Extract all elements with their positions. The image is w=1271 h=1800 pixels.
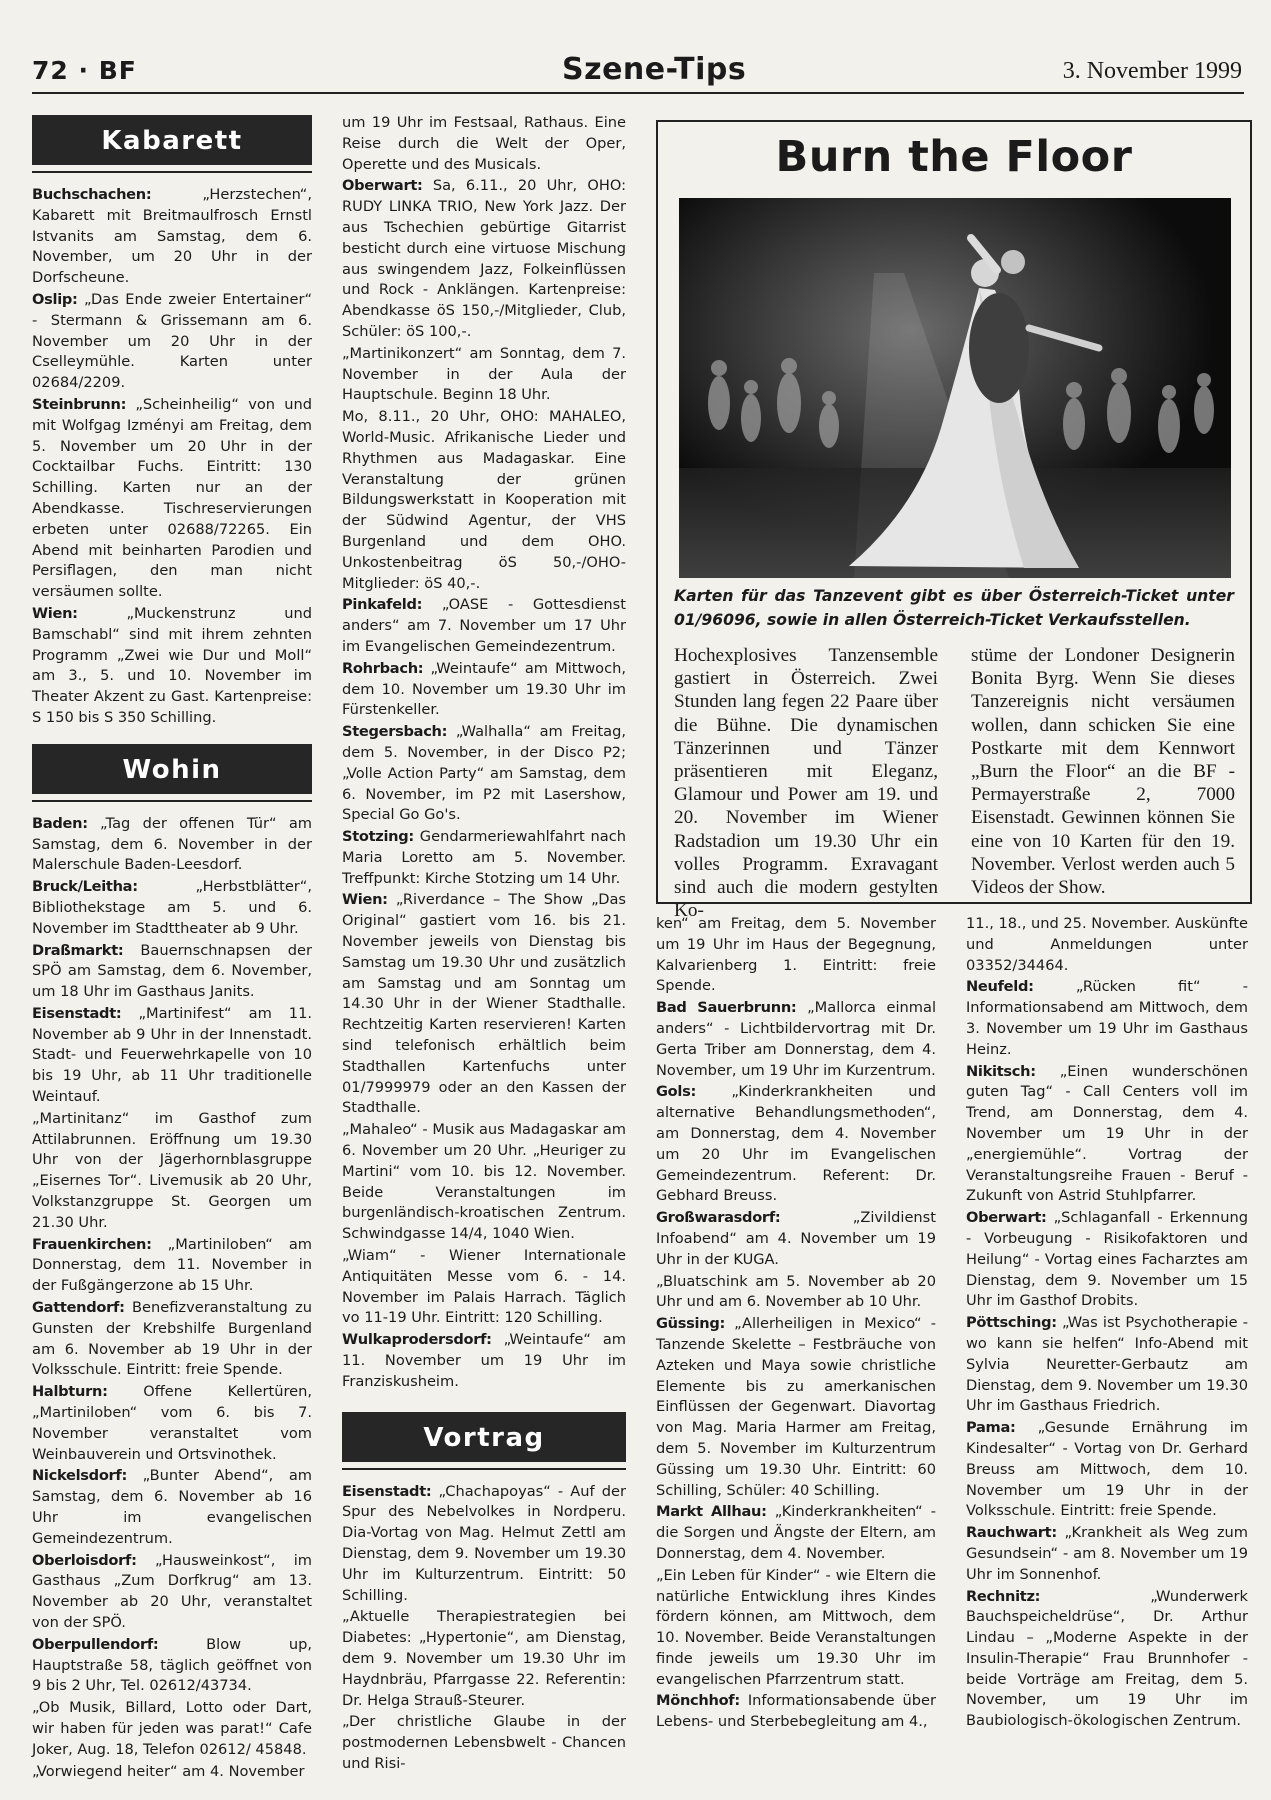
listing-entry (656, 998, 936, 1081)
listing-entry (32, 1635, 312, 1697)
category-kabarett: Kabarett (32, 115, 312, 165)
listing-text: „Kinderkrankheiten und alternative Behandlungsmethoden“, am Donnerstag, dem 4. November um 20 Uhr im Evangelischen Gemeindezentrum. Referent: Dr. Gebhard Breuss. (656, 1083, 936, 1205)
listing-entry (342, 1120, 626, 1245)
wohin-list (32, 814, 312, 1783)
listing-place: Pöttsching: (966, 1314, 1057, 1332)
listing-text: „Riverdance – The Show „Das Original“ gastiert vom 16. bis 21. November jeweils von Dienstag bis Samstag um 19.30 Uhr und zusätzlich am Samstag und am Sonntag um 14.30 Uhr in der Wiener Stadthalle. Rechtzeitig Karten reservieren! Karten sind telefonisch erhältlich beim Stadthallen Kartenfuchs unter 01/7999979 oder an den Kassen der Stadthalle. (342, 891, 627, 1117)
listing-place: Nickelsdorf: (32, 1467, 128, 1485)
listing-entry (342, 1712, 626, 1774)
listing-entry (32, 1762, 312, 1783)
listing-place: Eisenstadt: (342, 1482, 432, 1500)
listing-place: Rohrbach: (342, 659, 424, 677)
listing-text: „Muckenstrunz und Bamschabl“ sind mit ihrem zehnten Programm „Zwei wie Dur und Moll“ am 3., 5. und 10. November im Theater Akzent zu Gast. Kartenpreise: S 150 bis S 350 Schilling. (32, 604, 312, 726)
listing-entry (656, 1208, 936, 1270)
listing-entry (32, 604, 312, 729)
feature-text: Hochexplosives Tanzensemble gastiert in Österreich. Zwei Stunden lang fegen 22 Paare über die Bühne. Die dynamischen Tänzerinnen und Tänzer präsentieren mit Eleganz, Glamour und Power am 19. und 20. November im Wiener Radstadion um 19.30 Uhr ein volles Programm. Exravagant sind auch die modern gestylten Ko- (674, 645, 938, 922)
listing-text: „Herbstblätter“, Bibliothekstage am 5. und 6. November im Stadttheater ab 9 Uhr. (32, 878, 312, 937)
listing-place: Oslip: (32, 290, 78, 308)
listing-text: „Scheinheilig“ von und mit Wolfgag Izményi am Freitag, dem 5. November um 20 Uhr in der Cocktailbar Fuchs. Eintritt: 130 Schilling. Karten nur an der Abendkasse. Tischreservierungen erbeten unter 02688/72265. Ein Abend mit beinharten Parodien und Persiflagen, den man nicht versäumen sollte. (32, 395, 312, 601)
listing-text: „Schlaganfall - Erkennung - Vorbeugung - Risikofaktoren und Heilung“ - Vortag eines Facharztes am Dienstag, dem 9. November um 15 Uhr im Gasthof Drobits. (966, 1209, 1248, 1310)
column-3 (656, 914, 936, 1734)
listing-entry (342, 595, 626, 657)
listing-entry (342, 176, 626, 342)
listing-place: Oberwart: (342, 177, 423, 195)
listing-place: Oberloisdorf: (32, 1551, 137, 1569)
listing-text: Benefizveranstaltung zu Gunsten der Krebshilfe Burgenland am 6. November ab 19 Uhr in der Volksschule. Eintritt: freie Spende. (32, 1299, 312, 1379)
category-vortrag: Vortrag (342, 1412, 626, 1462)
listing-text: „Vorwiegend heiter“ am 4. November (32, 1762, 305, 1780)
listing-text: „OASE - Gottesdienst anders“ am 7. November um 17 Uhr im Evangelischen Gemeindezentrum. (342, 596, 627, 655)
listing-entry (342, 1607, 626, 1711)
issue-date: 3. November 1999 (1062, 58, 1242, 84)
category-wohin: Wohin (32, 744, 312, 794)
listing-entry (32, 1235, 312, 1297)
listing-entry (32, 395, 312, 603)
listing-entry (966, 1062, 1248, 1208)
listing-place: Wulkaprodersdorf: (342, 1331, 492, 1349)
listing-text: „Der christliche Glaube in der postmodernen Lebensbwelt - Chancen und Risi- (342, 1713, 626, 1772)
dance-photo (679, 198, 1231, 578)
listing-text: „Gesunde Ernährung im Kindesalter“ - Vortag von Dr. Gerhard Breuss am Mittwoch, dem 10. November um 19 Uhr in der Volksschule. Eintritt: freie Spende. (966, 1419, 1249, 1520)
listing-place: Mönchhof: (656, 1692, 740, 1710)
listing-text: „Einen wunderschönen guten Tag“ - Call Centers voll im Trend, am Donnerstag, dem 4. November um 19 Uhr in der „energiemühle“. Vortrag der Veranstaltungsreihe Frauen - Beruf - Zukunft von Astrid Stuhlpfarrer. (966, 1062, 1248, 1205)
listing-entry (32, 1298, 312, 1381)
listing-entry (966, 914, 1248, 976)
listing-entry (32, 1551, 312, 1634)
listing-text: „Chachapoyas“ - Auf der Spur des Nebelvolkes in Nordperu. Dia-Vortag von Mag. Helmut Zettl am Dienstag, dem 9. November um 19.30 Uhr im Kulturzentrum. Eintritt: 50 Schilling. (342, 1482, 627, 1604)
listing-place: Gols: (656, 1083, 697, 1101)
divider (32, 800, 312, 802)
listing-entry (32, 1382, 312, 1465)
feature-text: stüme der Londoner Designerin Bonita Byrg. Wenn Sie dieses Tanzereignis nicht versäumen wollen, dann schicken Sie eine Postkarte mit dem Kennwort „Burn the Floor“ an die BF - Permayerstraße 2, 7000 Eisenstadt. Gewinnen können Sie eine von 10 Karten für den 19. November. Verlost werden auch 5 Videos der Show. (971, 645, 1235, 899)
listing-entry (342, 113, 626, 175)
listing-place: Frauenkirchen: (32, 1235, 152, 1253)
listing-text: „Hausweinkost“, im Gasthaus „Zum Dorfkrug“ am 13. November ab 20 Uhr, veranstaltet von der SPÖ. (32, 1551, 312, 1631)
listing-text: „Martinifest“ am 11. November ab 9 Uhr in der Innenstadt. Stadt- und Feuerwehrkapelle von 10 bis 19 Uhr, ab 11 Uhr traditionelle Weintauf. (32, 1004, 313, 1106)
listing-text: „Zivildienst Infoabend“ am 4. November um 19 Uhr in der KUGA. (656, 1209, 936, 1268)
feature-box (656, 120, 1252, 922)
column-1 (32, 115, 312, 1783)
page-header (32, 52, 1242, 96)
listing-place: Halbturn: (32, 1383, 108, 1401)
listing-text: Blow up, Hauptstraße 58, täglich geöffnet von 9 bis 2 Uhr, Tel. 02612/43734. (32, 1635, 312, 1695)
page-number: 72 · BF (32, 56, 137, 85)
listing-text: „Das Ende zweier Entertainer“ - Stermann & Grissemann am 6. November um 20 Uhr in der Cselleymühle. Karten unter 02684/2209. (32, 290, 313, 392)
listing-place: Oberwart: (966, 1209, 1047, 1227)
listing-entry (656, 1272, 936, 1314)
dance-photo-image (679, 198, 1231, 578)
listing-entry (656, 1082, 936, 1207)
header-divider (32, 92, 1244, 94)
listing-entry (32, 185, 312, 289)
feature-title: Burn the Floor (775, 132, 1133, 182)
listing-entry (966, 977, 1248, 1060)
listing-entry (342, 1330, 626, 1392)
listing-place: Großwarasdorf: (656, 1209, 781, 1227)
listing-entry (342, 1482, 626, 1607)
listing-text: „Martiniloben“ am Donnerstag, dem 11. November in der Fußgängerzone ab 15 Uhr. (32, 1235, 313, 1295)
listing-entry (342, 344, 626, 406)
listing-place: Rauchwart: (966, 1524, 1057, 1542)
listing-place: Stegersbach: (342, 723, 448, 741)
listing-text: „Martinitanz“ im Gasthof zum Attilabrunnen. Eröffnung um 19.30 Uhr von der Jägerhornblasgruppe „Eisernes Tor“. Livemusik ab 20 Uhr, Volkstanzgruppe St. Georgen um 21.30 Uhr. (32, 1109, 312, 1231)
listing-place: Güssing: (656, 1315, 726, 1333)
listing-entry (32, 1004, 312, 1108)
listing-entry (342, 722, 626, 826)
listing-text: „Bluatschink am 5. November ab 20 Uhr und am 6. November ab 10 Uhr. (656, 1272, 936, 1311)
listing-entry (342, 827, 626, 889)
listing-text: Sa, 6.11., 20 Uhr, OHO: RUDY LINKA TRIO, New York Jazz. Der aus Tschechien gebürtige Gitarrist besticht durch eine virtuose Mischung aus swingendem Jazz, Folkeinflüssen und Rock - Anklängen. Kartenpreise: Abendkasse öS 150,-/Mitglieder, Club, Schüler: öS 100,-. (342, 177, 627, 340)
listing-text: „Walhalla“ am Freitag, dem 5. November, in der Disco P2; „Volle Action Party“ am Samstag, dem 6. November, im P2 mit Lasershow, Special Go Go's. (342, 723, 627, 824)
divider (32, 171, 312, 173)
feature-text-left (674, 644, 938, 922)
vortrag-list (342, 1482, 626, 1775)
listing-place: Wien: (342, 891, 388, 909)
listing-text: um 19 Uhr im Festsaal, Rathaus. Eine Reise durch die Welt der Oper, Operette und des Musicals. (342, 114, 626, 173)
listing-place: Pinkafeld: (342, 596, 423, 614)
section-title: Szene-Tips (562, 52, 747, 87)
vortrag-list-continued (656, 914, 936, 1733)
listing-entry (342, 1246, 626, 1329)
listing-entry (966, 1208, 1248, 1312)
listing-place: Draßmarkt: (32, 941, 124, 959)
listing-entry (32, 814, 312, 876)
kabarett-list (32, 185, 312, 729)
feature-caption: Karten für das Tanzevent gibt es über Österreich-Ticket unter 01/96096, sowie in allen Österreich-Ticket Verkaufsstellen. (674, 587, 1234, 629)
listing-text: „Allerheiligen in Mexico“ - Tanzende Skelette – Festbräuche von Azteken und Maya sowie christliche Elemente bis zu amerkanischen Einflüssen der Gegenwart. Diavortag von Mag. Maria Harmer am Freitag, dem 5. November im Kulturzentrum Güssing um 19.30 Uhr. Eintritt: 60 Schilling, Schüler: 40 Schilling. (656, 1315, 936, 1499)
listing-entry (32, 1109, 312, 1234)
listing-text: „Krankheit als Weg zum Gesundsein“ - am 8. November um 19 Uhr im Sonnenhof. (966, 1524, 1249, 1583)
listing-entry (966, 1587, 1248, 1733)
listing-text: „Ob Musik, Billard, Lotto oder Dart, wir haben für jeden was parat!“ Cafe Joker, Aug. 18, Telefon 02612/ 45848. (32, 1699, 312, 1758)
listing-entry (342, 407, 626, 594)
listing-text: „Kinderkrankheiten“ - die Sorgen und Ängste der Eltern, am Donnerstag, dem 4. November. (656, 1503, 936, 1562)
listing-text: „Was ist Psychotherapie - wo kann sie helfen“ Info-Abend mit Sylvia Neuretter-Gerbautz am Dienstag, dem 9. November um 19.30 Uhr im Gasthaus Friedrich. (966, 1314, 1248, 1415)
listing-text: Mo, 8.11., 20 Uhr, OHO: MAHALEO, World-Music. Afrikanische Lieder und Rhythmen aus Madagaskar. Eine Veranstaltung der grünen Bildungswerkstatt in Kooperation mit der Südwind Agentur, der VHS Burgenland und dem OHO. Unkostenbeitrag öS 50,-/OHO-Mitglieder: öS 40,-. (342, 408, 626, 592)
listing-text: „Tag der offenen Tür“ am Samstag, dem 6. November in der Malerschule Baden-Leesdorf. (32, 814, 313, 874)
listing-entry (656, 1566, 936, 1691)
listing-place: Bruck/Leitha: (32, 878, 138, 896)
listing-place: Stotzing: (342, 828, 414, 846)
listing-entry (966, 1313, 1248, 1417)
listing-entry (342, 890, 626, 1119)
listing-text: 11., 18., und 25. November. Auskünfte und Anmeldungen unter 03352/34464. (966, 915, 1248, 974)
listing-text: „Wiam“ - Wiener Internationale Antiquitäten Messe vom 6. - 14. November im Palais Harrach. Täglich vo 11-19 Uhr. Eintritt: 120 Schilling. (342, 1247, 626, 1327)
listing-text: „Martinikonzert“ am Sonntag, dem 7. November in der Aula der Hauptschule. Beginn 18 Uhr. (342, 344, 626, 404)
listing-entry (32, 1466, 312, 1549)
listing-entry (656, 1502, 936, 1564)
listing-place: Pama: (966, 1419, 1016, 1437)
listing-entry (32, 941, 312, 1003)
listing-text: „Wunderwerk Bauchspeicheldrüse“, Dr. Arthur Lindau – „Moderne Aspekte in der Insulin-Therapie“ Frau Brunnhofer - beide Vorträge am Freitag, dem 5. November, um 19 Uhr im Baubiologisch-ökologischen Zentrum. (966, 1587, 1248, 1730)
listing-entry (656, 1691, 936, 1733)
listing-place: Buchschachen: (32, 186, 152, 203)
listing-place: Oberpullendorf: (32, 1635, 159, 1653)
listing-text: „Aktuelle Therapiestrategien bei Diabetes: „Hypertonie“, am Dienstag, dem 9. November um 19.30 Uhr im Haydnbräu, Pfarrgasse 22. Referentin: Dr. Helga Strauß-Steurer. (342, 1608, 626, 1709)
listing-text: ken“ am Freitag, dem 5. November um 19 Uhr im Haus der Begegnung, Kalvarienberg 1. Eintritt: freie Spende. (656, 915, 936, 995)
wohin-list-continued (342, 113, 626, 1393)
listing-text: Informationsabende über Lebens- und Sterbebegleitung am 4., (656, 1692, 937, 1731)
column-2 (342, 113, 626, 1776)
column-4 (966, 914, 1248, 1733)
listing-place: Steinbrunn: (32, 395, 127, 413)
listing-place: Bad Sauerbrunn: (656, 999, 797, 1017)
listing-entry (656, 1314, 936, 1501)
listing-text: „Herzstechen“, Kabarett mit Breitmaulfrosch Ernstl Istvanits am Samstag, dem 6. November, um 20 Uhr in der Dorfscheune. (32, 186, 312, 287)
listing-place: Gattendorf: (32, 1299, 125, 1317)
listing-entry (966, 1418, 1248, 1522)
listing-entry (342, 659, 626, 721)
divider (342, 1468, 626, 1470)
listing-text: „Weintaufe“ am 11. November um 19 Uhr im Franziskusheim. (342, 1331, 626, 1390)
listing-text: Bauernschnapsen der SPÖ am Samstag, dem 6. November, um 18 Uhr im Gasthaus Janits. (32, 941, 312, 1001)
listing-place: Neufeld: (966, 978, 1034, 996)
listing-place: Nikitsch: (966, 1062, 1036, 1080)
listing-text: Offene Kellertüren, „Martiniloben“ vom 6. bis 7. November veranstaltet vom Weinbauverein und Ortsvinothek. (32, 1383, 312, 1463)
listing-text: Gendarmeriewahlfahrt nach Maria Loretto am 5. November. Treffpunkt: Kirche Stotzing um 14 Uhr. (342, 828, 626, 887)
listing-place: Rechnitz: (966, 1587, 1041, 1605)
listing-text: „Ein Leben für Kinder“ - wie Eltern die natürliche Entwicklung ihres Kindes fördern können, am Mittwoch, dem 10. November. Beide Veranstaltungen finde jeweils um 19.30 Uhr im evangelischen Pfarrzentrum statt. (656, 1566, 936, 1688)
listing-entry (32, 1698, 312, 1760)
listing-place: Baden: (32, 814, 88, 832)
vortrag-list-continued-2 (966, 914, 1248, 1732)
listing-text: „Rücken fit“ - Informationsabend am Mittwoch, dem 3. November um 19 Uhr im Gasthaus Heinz. (966, 978, 1248, 1058)
listing-place: Wien: (32, 604, 78, 622)
listing-text: „Mallorca einmal anders“ - Lichtbildervortrag mit Dr. Gerta Triber am Donnerstag, dem 4. November, um 19 Uhr im Kurzentrum. (656, 999, 937, 1079)
listing-text: „Mahaleo“ - Musik aus Madagaskar am 6. November um 20 Uhr. „Heuriger zu Martini“ vom 10. bis 12. November. Beide Veranstaltungen im burgenländisch-kroatischen Zentrum. Schwindgasse 14/4, 1040 Wien. (342, 1121, 626, 1243)
listing-entry (966, 1523, 1248, 1585)
listing-entry (32, 877, 312, 939)
listing-text: „Bunter Abend“, am Samstag, dem 6. November ab 16 Uhr im evangelischen Gemeindezentrum. (32, 1467, 312, 1547)
listing-entry (656, 914, 936, 997)
listing-entry (32, 290, 312, 394)
listing-place: Eisenstadt: (32, 1004, 122, 1022)
feature-text-right (971, 644, 1235, 899)
listing-text: „Weintaufe“ am Mittwoch, dem 10. November um 19.30 Uhr im Fürstenkeller. (342, 659, 627, 719)
listing-place: Markt Allhau: (656, 1503, 767, 1521)
